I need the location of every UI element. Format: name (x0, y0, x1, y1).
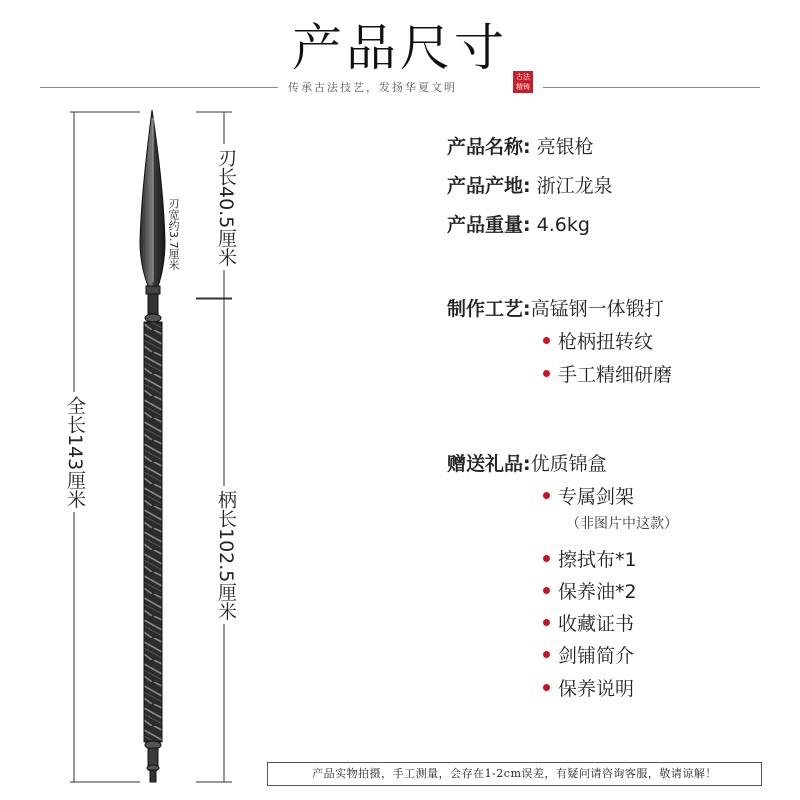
bullet-dot-icon (543, 337, 550, 344)
gift-item: 保养油*2 (543, 577, 637, 604)
handle-length-label: 柄长102.5厘米 (213, 486, 240, 624)
footer-disclaimer: 产品实物拍摄，手工测量，会存在1-2cm误差，有疑问请咨询客服，敬请谅解！ (267, 762, 762, 786)
spec-origin-label: 产品产地: (447, 175, 531, 197)
gift-item: 收藏证书 (543, 609, 634, 636)
bullet-dot-icon (543, 370, 550, 377)
spec-name-label: 产品名称: (447, 136, 531, 158)
spec-gift (447, 449, 607, 476)
gift-item: 剑铺简介 (543, 641, 634, 668)
bullet-dot-icon (543, 684, 550, 691)
bullet-dot-icon (543, 492, 550, 499)
total-length-label: 全长143厘米 (62, 392, 89, 512)
spear-handle (144, 322, 162, 742)
blade-width-label: 刃宽约3.7厘米 (167, 198, 180, 271)
spec-weight-label: 产品重量: (447, 214, 531, 236)
spec-name (447, 132, 594, 159)
spec-weight-value: 4.6kg (536, 214, 590, 236)
blade-length-label: 刃长40.5厘米 (213, 144, 240, 270)
bullet-dot-icon (543, 619, 550, 626)
seal-logo: 古法 精铸 (513, 71, 533, 93)
gift-note: （非图片中这款） (566, 516, 678, 532)
page-title: 产品尺寸 (292, 19, 508, 77)
spec-craft-value: 高锰钢一体锻打 (530, 298, 664, 320)
bullet-dot-icon (543, 587, 550, 594)
spec-gift-value: 优质锦盒 (530, 453, 607, 475)
spec-origin (447, 171, 613, 198)
spec-gift-label: 赠送礼品: (447, 453, 531, 475)
bullet-dot-icon (543, 555, 550, 562)
gift-item: 专属剑架 (543, 482, 634, 509)
bullet-dot-icon (543, 651, 550, 658)
craft-item: 手工精细研磨 (543, 360, 672, 387)
spec-name-value: 亮银枪 (536, 136, 594, 158)
spec-weight (447, 210, 590, 237)
page-subtitle: 传承古法技艺，发扬华夏文明 (288, 81, 457, 94)
gift-item: 擦拭布*1 (543, 545, 637, 572)
craft-item: 枪柄扭转纹 (543, 327, 653, 354)
spec-craft (447, 294, 664, 321)
spec-craft-label: 制作工艺: (447, 298, 531, 320)
spec-origin-value: 浙江龙泉 (536, 175, 613, 197)
gift-item: 保养说明 (543, 674, 634, 701)
